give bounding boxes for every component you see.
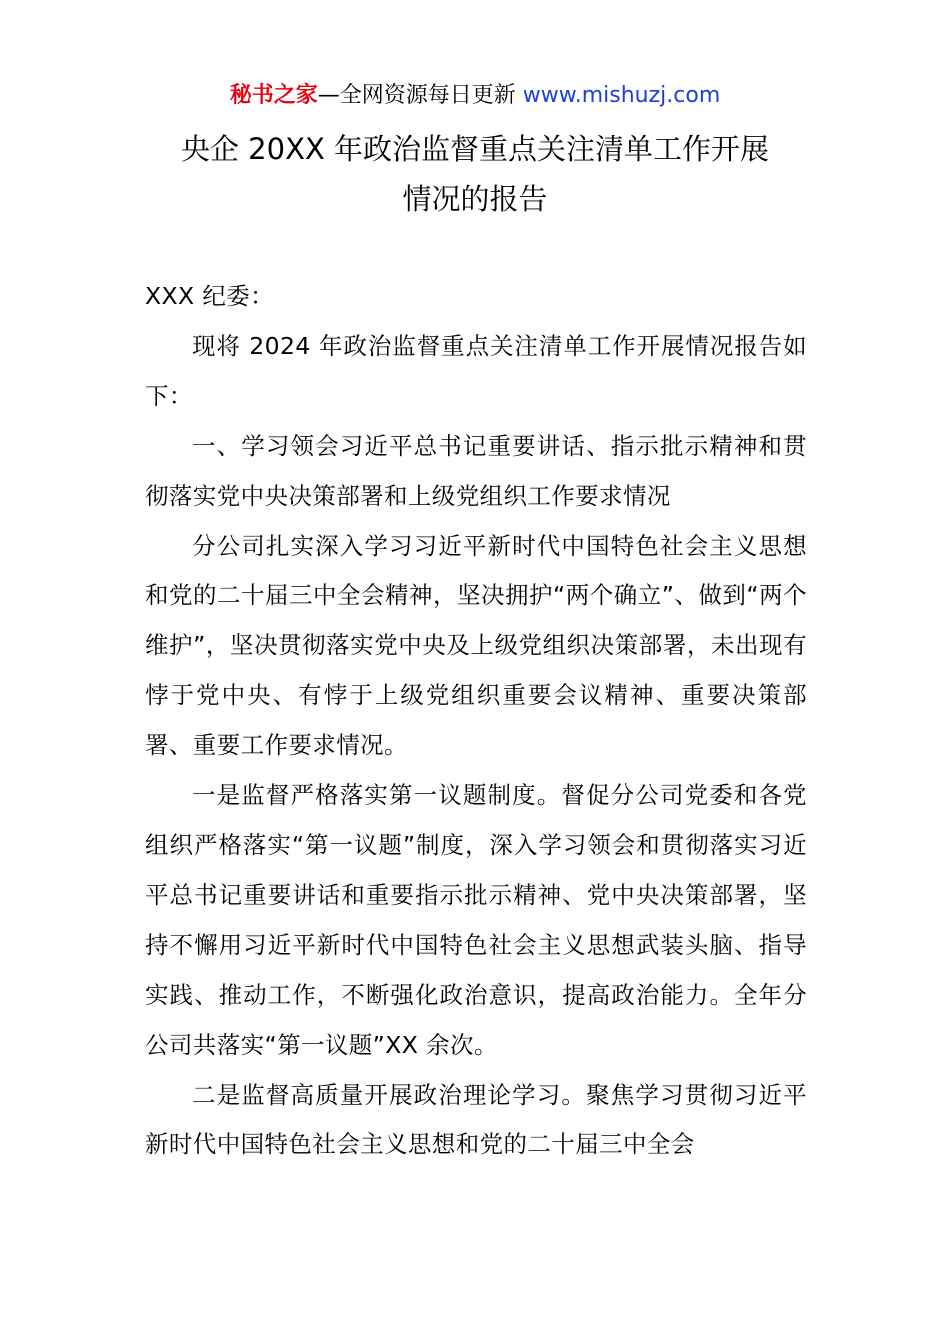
- salutation: XXX 纪委：: [145, 282, 275, 310]
- section-heading-1: 一、学习领会习近平总书记重要讲话、指示批示精神和贯彻落实党中央决策部署和上级党组织工作要求情况: [145, 431, 807, 510]
- title-line-2: 情况的报告: [402, 182, 548, 216]
- paragraph-summary: 分公司扎实深入学习习近平新时代中国特色社会主义思想和党的二十届三中全会精神，坚决拥护“两个确立”、做到“两个维护”，坚决贯彻落实党中央及上级党组织决策部署，未出现有悖于党中央、有悖于上级党组织重要会议精神、重要决策部署、重要工作要求情况。: [145, 531, 807, 760]
- document-body: [145, 272, 807, 1170]
- site-url-link[interactable]: www.mishuzj.com: [522, 83, 721, 108]
- paragraph-theory-study: 二是监督高质量开展政治理论学习。聚焦学习贯彻习近平新时代中国特色社会主义思想和党的二十届三中全会: [145, 1080, 807, 1159]
- paragraph-first-topic: 一是监督严格落实第一议题制度。督促分公司党委和各党组织严格落实“第一议题”制度，深入学习领会和贯彻落实习近平总书记重要讲话和重要指示批示精神、党中央决策部署，坚持不懈用习近平新时代中国特色社会主义思想武装头脑、指导实践、推动工作，不断强化政治意识，提高政治能力。全年分公司共落实“第一议题”XX 余次。: [145, 781, 807, 1059]
- site-header: [0, 80, 950, 112]
- paragraph-intro: 现将 2024 年政治监督重点关注清单工作开展情况报告如下：: [145, 331, 807, 410]
- title-line-1: 央企 20XX 年政治监督重点关注清单工作开展: [180, 132, 770, 166]
- site-tagline: —全网资源每日更新: [317, 83, 523, 108]
- document-title: [0, 124, 950, 224]
- site-brand: 秘书之家: [229, 83, 318, 108]
